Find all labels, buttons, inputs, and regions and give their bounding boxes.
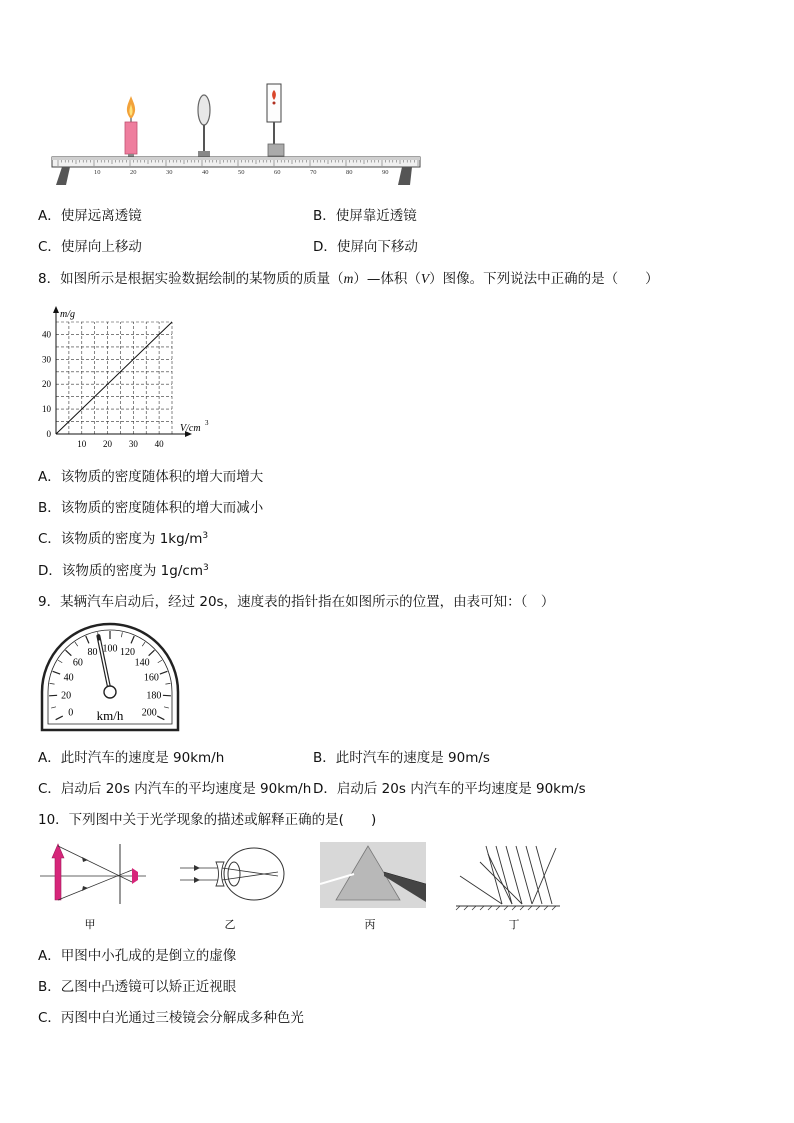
gauge-label: 200 [141,707,157,719]
q9-option-a[interactable]: A．此时汽车的速度是 90km/h [38,750,225,766]
ruler-label: 70 [310,169,317,176]
figure-ding-reflection [452,840,564,932]
figure-yi-eye-lens [178,840,290,932]
q9-option-b[interactable]: B．此时汽车的速度是 90m/s [313,750,490,766]
ruler-label: 50 [238,169,245,176]
y-tick-label: 40 [42,329,51,340]
gauge-label: 80 [87,647,98,659]
gauge-label: 120 [119,647,135,659]
y-tick-label: 10 [42,404,51,415]
ruler-label: 60 [274,169,281,176]
figure-caption: 甲 [84,919,96,931]
y-tick-label: 0 [46,429,51,439]
gauge-label: 100 [102,643,118,655]
q10-stem: 10．下列图中关于光学现象的描述或解释正确的是( ) [38,812,377,828]
gauge-unit: km/h [96,708,124,723]
q8-option-d[interactable]: D．该物质的密度为 $1g/cm^3$ [38,563,209,579]
figure-jia-pinhole [40,840,150,932]
speedometer-figure [38,620,182,732]
q8-option-c[interactable]: C．该物质的密度为 $1kg/m^3$ [38,531,209,547]
figure-caption: 丁 [508,919,520,931]
figure-caption: 乙 [224,919,236,931]
figure-caption: 丙 [364,919,376,931]
q7-option-d[interactable]: D．使屏向下移动 [313,239,418,255]
gauge-label: 40 [63,672,74,684]
q8-stem: 8．如图所示是根据实验数据绘制的某物质的质量（m）—体积（V）图像。下列说法中正确的是（ ） [38,271,659,287]
gauge-label: 20 [61,690,72,702]
ruler-label: 80 [346,169,353,176]
q8-option-b[interactable]: B．该物质的密度随体积的增大而减小 [38,500,264,516]
q7-option-a[interactable]: A．使屏远离透镜 [38,208,142,224]
gauge-label: 0 [68,707,74,719]
gauge-pivot [104,686,116,698]
gauge-label: 60 [72,657,83,669]
gauge-label: 160 [143,672,159,684]
data-series-line [56,322,172,434]
q9-option-d[interactable]: D．启动后 20s 内汽车的平均速度是 90km/s [313,781,586,797]
x-axis-label-sup: 3 [205,419,209,427]
q9-option-c[interactable]: C．启动后 20s 内汽车的平均速度是 90km/h [38,781,312,797]
ruler-label: 90 [382,169,389,176]
q10-option-c[interactable]: C．丙图中白光通过三棱镜会分解成多种色光 [38,1010,304,1026]
y-tick-label: 20 [42,379,51,390]
y-axis-label: m/g [60,309,75,320]
q7-option-b[interactable]: B．使屏靠近透镜 [313,208,417,224]
figure-bing-prism [320,840,428,932]
ruler-label: 40 [202,169,209,176]
gauge-label: 180 [146,690,162,702]
y-tick-label: 30 [42,354,51,365]
q8-option-a[interactable]: A．该物质的密度随体积的增大而增大 [38,469,264,485]
x-tick-label: 30 [128,439,138,449]
x-tick-label: 20 [103,439,113,449]
optical-bench-figure [46,78,446,196]
x-axis-label: V/cm [180,423,201,434]
q10-option-a[interactable]: A．甲图中小孔成的是倒立的虚像 [38,948,237,964]
ruler-label: 10 [94,169,101,176]
gauge-label: 140 [134,657,150,669]
mass-volume-chart [30,303,220,453]
ruler-label: 30 [166,169,173,176]
q7-option-c[interactable]: C．使屏向上移动 [38,239,142,255]
ruler-label: 20 [130,169,137,176]
q10-option-b[interactable]: B．乙图中凸透镜可以矫正近视眼 [38,979,237,995]
x-tick-label: 10 [77,439,87,449]
q9-stem: 9．某辆汽车启动后，经过 20s，速度表的指针指在如图所示的位置，由表可知：（ ） [38,594,555,610]
x-tick-label: 40 [154,439,164,449]
